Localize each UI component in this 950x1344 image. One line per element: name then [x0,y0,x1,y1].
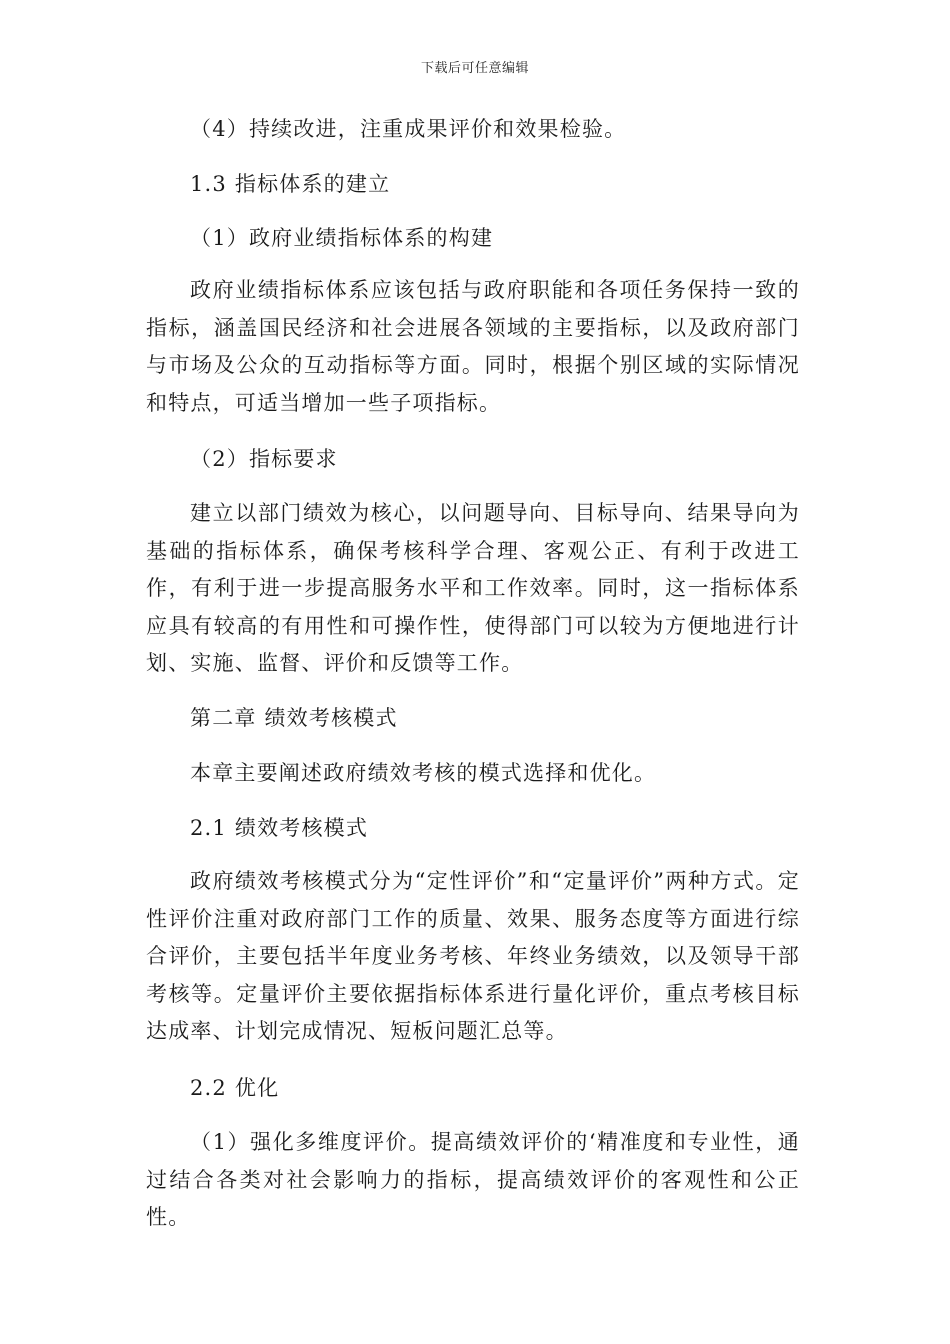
section-heading-2-1: 2.1 绩效考核模式 [190,816,369,840]
paragraph-indicator-system: 政府业绩指标体系应该包括与政府职能和各项任务保持一致的指标，涵盖国民经济和社会进展各领域的主要指标，以及政府部门与市场及公众的互动指标等方面。同时，根据个别区域的实际情况和特点，可适当增加一些子项指标。 [146,278,800,415]
paragraph-continuous-improvement: （4）持续改进，注重成果评价和效果检验。 [190,117,627,141]
paragraph-optimization-1: （1）强化多维度评价。提高绩效评价的‘精准度和专业性，通过结合各类对社会影响力的指标，提高绩效评价的客观性和公正性。 [146,1130,800,1229]
paragraph-assessment-modes: 政府绩效考核模式分为“定性评价”和“定量评价”两种方式。定性评价注重对政府部门工作的质量、效果、服务态度等方面进行综合评价，主要包括半年度业务考核、年终业务绩效，以及领导干部考核等。定量评价主要依据指标体系进行量化评价，重点考核目标达成率、计划完成情况、短板问题汇总等。 [146,869,800,1043]
subheading-indicator-system: （1）政府业绩指标体系的构建 [190,226,494,250]
section-heading-2-2: 2.2 优化 [190,1076,280,1100]
paragraph-indicator-requirements: 建立以部门绩效为核心，以问题导向、目标导向、结果导向为基础的指标体系，确保考核科学合理、客观公正、有利于改进工作，有利于进一步提高服务水平和工作效率。同时，这一指标体系应具有较高的有用性和可操作性，使得部门可以较为方便地进行计划、实施、监督、评价和反馈等工作。 [146,501,800,675]
chapter-heading-2: 第二章 绩效考核模式 [190,706,398,730]
page-header-note: 下载后可任意编辑 [420,61,529,76]
section-heading-1-3: 1.3 指标体系的建立 [190,172,391,196]
paragraph-chapter-intro: 本章主要阐述政府绩效考核的模式选择和优化。 [190,761,657,785]
subheading-indicator-requirements: （2）指标要求 [190,447,338,471]
